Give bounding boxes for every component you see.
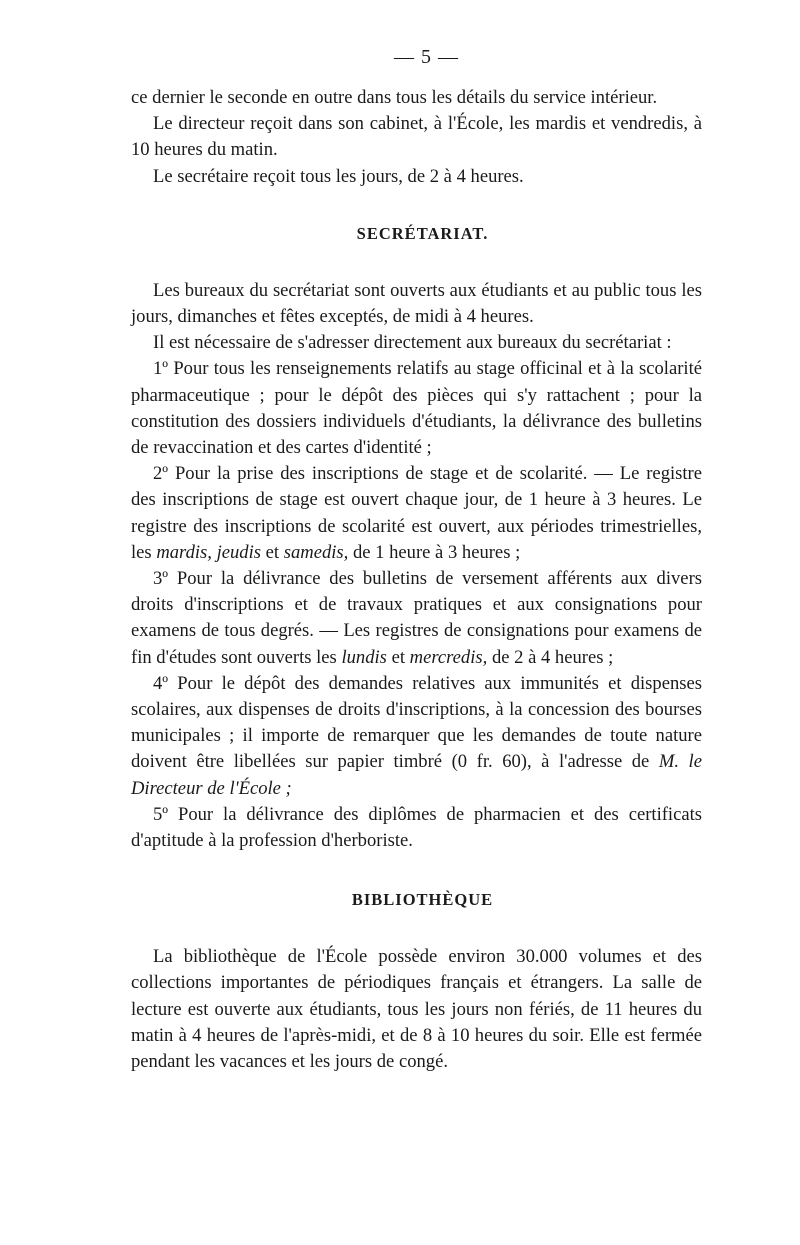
item-4-text: 4º Pour le dépôt des demandes relatives aux immunités et dispenses scolaires, aux dispenses de droits d'inscriptions, à la concession des bourses municipales ; il importe de remarquer que les demandes de toute nature doivent être libellées sur papier timbré (0 fr. 60), à l'adresse de	[131, 672, 702, 773]
item-3-lundis: lundis	[341, 646, 387, 668]
item-2-text-a: 2º Pour la prise des inscriptions de stage et de scolarité. — Le registre des inscriptions de stage est ouvert chaque jour, de 1 heure à 3 heures. Le registre des inscriptions de scolarité est ouvert, aux périodes trimestrielles, les	[131, 463, 702, 563]
item-2-samedis: samedis,	[283, 541, 349, 563]
secretariat-item-4	[131, 671, 702, 802]
secretariat-paragraph-2: Il est nécessaire de s'adresser directement aux bureaux du secrétariat :	[153, 332, 672, 354]
secretariat-item-5: 5º Pour la délivrance des diplômes de pharmacien et des certificats d'aptitude à la profession d'herboriste.	[131, 803, 702, 852]
item-2-text-b: de 1 heure à 3 heures ;	[352, 541, 521, 563]
bibliotheque-paragraph: La bibliothèque de l'École possède environ 30.000 volumes et des collections importantes de périodiques français et étrangers. La salle de lecture est ouverte aux étudiants, tous les jours non fériés, de 11 heures du matin à 4 heures de l'après-midi, et de 8 à 10 heures du soir. Elle est fermée pendant les vacances et les jours de congé.	[131, 946, 702, 1073]
section-heading-secretariat: SECRÉTARIAT.	[356, 223, 489, 243]
section-heading-bibliotheque: BIBLIOTHÈQUE	[351, 890, 494, 910]
page-number: — 5 —	[394, 46, 459, 68]
item-3-et: et	[391, 646, 405, 668]
secretariat-item-2	[131, 461, 702, 566]
intro-paragraph-2: Le directeur reçoit dans son cabinet, à l'École, les mardis et vendredis, à 10 heures du matin.	[131, 113, 702, 161]
item-2-et: et	[265, 541, 280, 563]
item-3-text-b: de 2 à 4 heures ;	[491, 646, 614, 668]
secretariat-item-3	[131, 566, 702, 671]
item-2-jeudis: jeudis	[216, 541, 262, 563]
item-2-mardis: mardis,	[156, 541, 212, 563]
item-3-mercredis: mercredis,	[409, 646, 488, 668]
item-4-address: M. le Directeur de l'École ;	[131, 751, 702, 799]
secretariat-paragraph-1: Les bureaux du secrétariat sont ouverts aux étudiants et au public tous les jours, dimanches et fêtes exceptés, de midi à 4 heures.	[131, 279, 702, 328]
item-3-text-a: 3º Pour la délivrance des bulletins de versement afférents aux divers droits d'inscriptions et de travaux pratiques et aux consignations pour examens de tous degrés. — Les registres de consignations pour examens de fin d'études sont ouverts les	[131, 568, 702, 668]
intro-paragraph-3: Le secrétaire reçoit tous les jours, de 2 à 4 heures.	[153, 165, 524, 187]
secretariat-item-1: 1º Pour tous les renseignements relatifs au stage officinal et à la scolarité pharmaceutique ; pour le dépôt des pièces qui s'y rattachent ; pour la constitution des dossiers individuels d'étudiants, la délivrance des bulletins de revaccination et des cartes d'identité ;	[131, 358, 702, 459]
intro-paragraph-1: ce dernier le seconde en outre dans tous les détails du service intérieur.	[131, 87, 658, 108]
